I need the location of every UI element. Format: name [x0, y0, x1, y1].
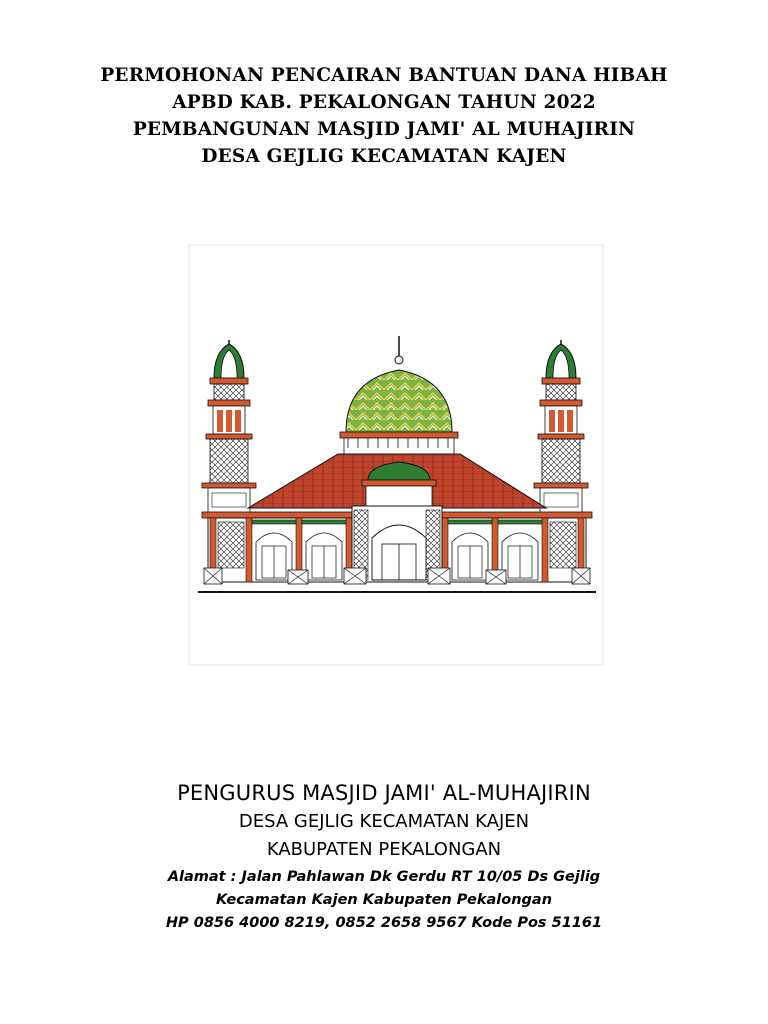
title-line-2: APBD KAB. PEKALONGAN TAHUN 2022 — [172, 92, 596, 113]
address-line-1: Alamat : Jalan Pahlawan Dk Gerdu RT 10/05 Ds Gejlig — [167, 869, 601, 885]
mosque-icon — [188, 240, 606, 670]
organization-footer — [0, 778, 768, 935]
main-dome — [340, 336, 458, 454]
right-minaret — [534, 340, 588, 514]
organization-name: PENGURUS MASJID JAMI' AL-MUHAJIRIN — [177, 781, 591, 805]
left-minaret — [202, 340, 256, 514]
document-title — [0, 62, 768, 170]
address-line-3: HP 0856 4000 8219, 0852 2658 9567 Kode Pos 51161 — [165, 915, 603, 931]
title-line-1: PERMOHONAN PENCAIRAN BANTUAN DANA HIBAH — [100, 65, 668, 86]
address-line-2: Kecamatan Kajen Kabupaten Pekalongan — [215, 892, 553, 908]
organization-village: DESA GEJLIG KECAMATAN KAJEN — [238, 811, 530, 832]
title-line-3: PEMBANGUNAN MASJID JAMI' AL MUHAJIRIN — [132, 119, 636, 140]
address-block — [0, 866, 768, 935]
mosque-illustration — [188, 240, 606, 670]
organization-regency: KABUPATEN PEKALONGAN — [266, 839, 502, 860]
title-line-4: DESA GEJLIG KECAMATAN KAJEN — [201, 146, 567, 167]
